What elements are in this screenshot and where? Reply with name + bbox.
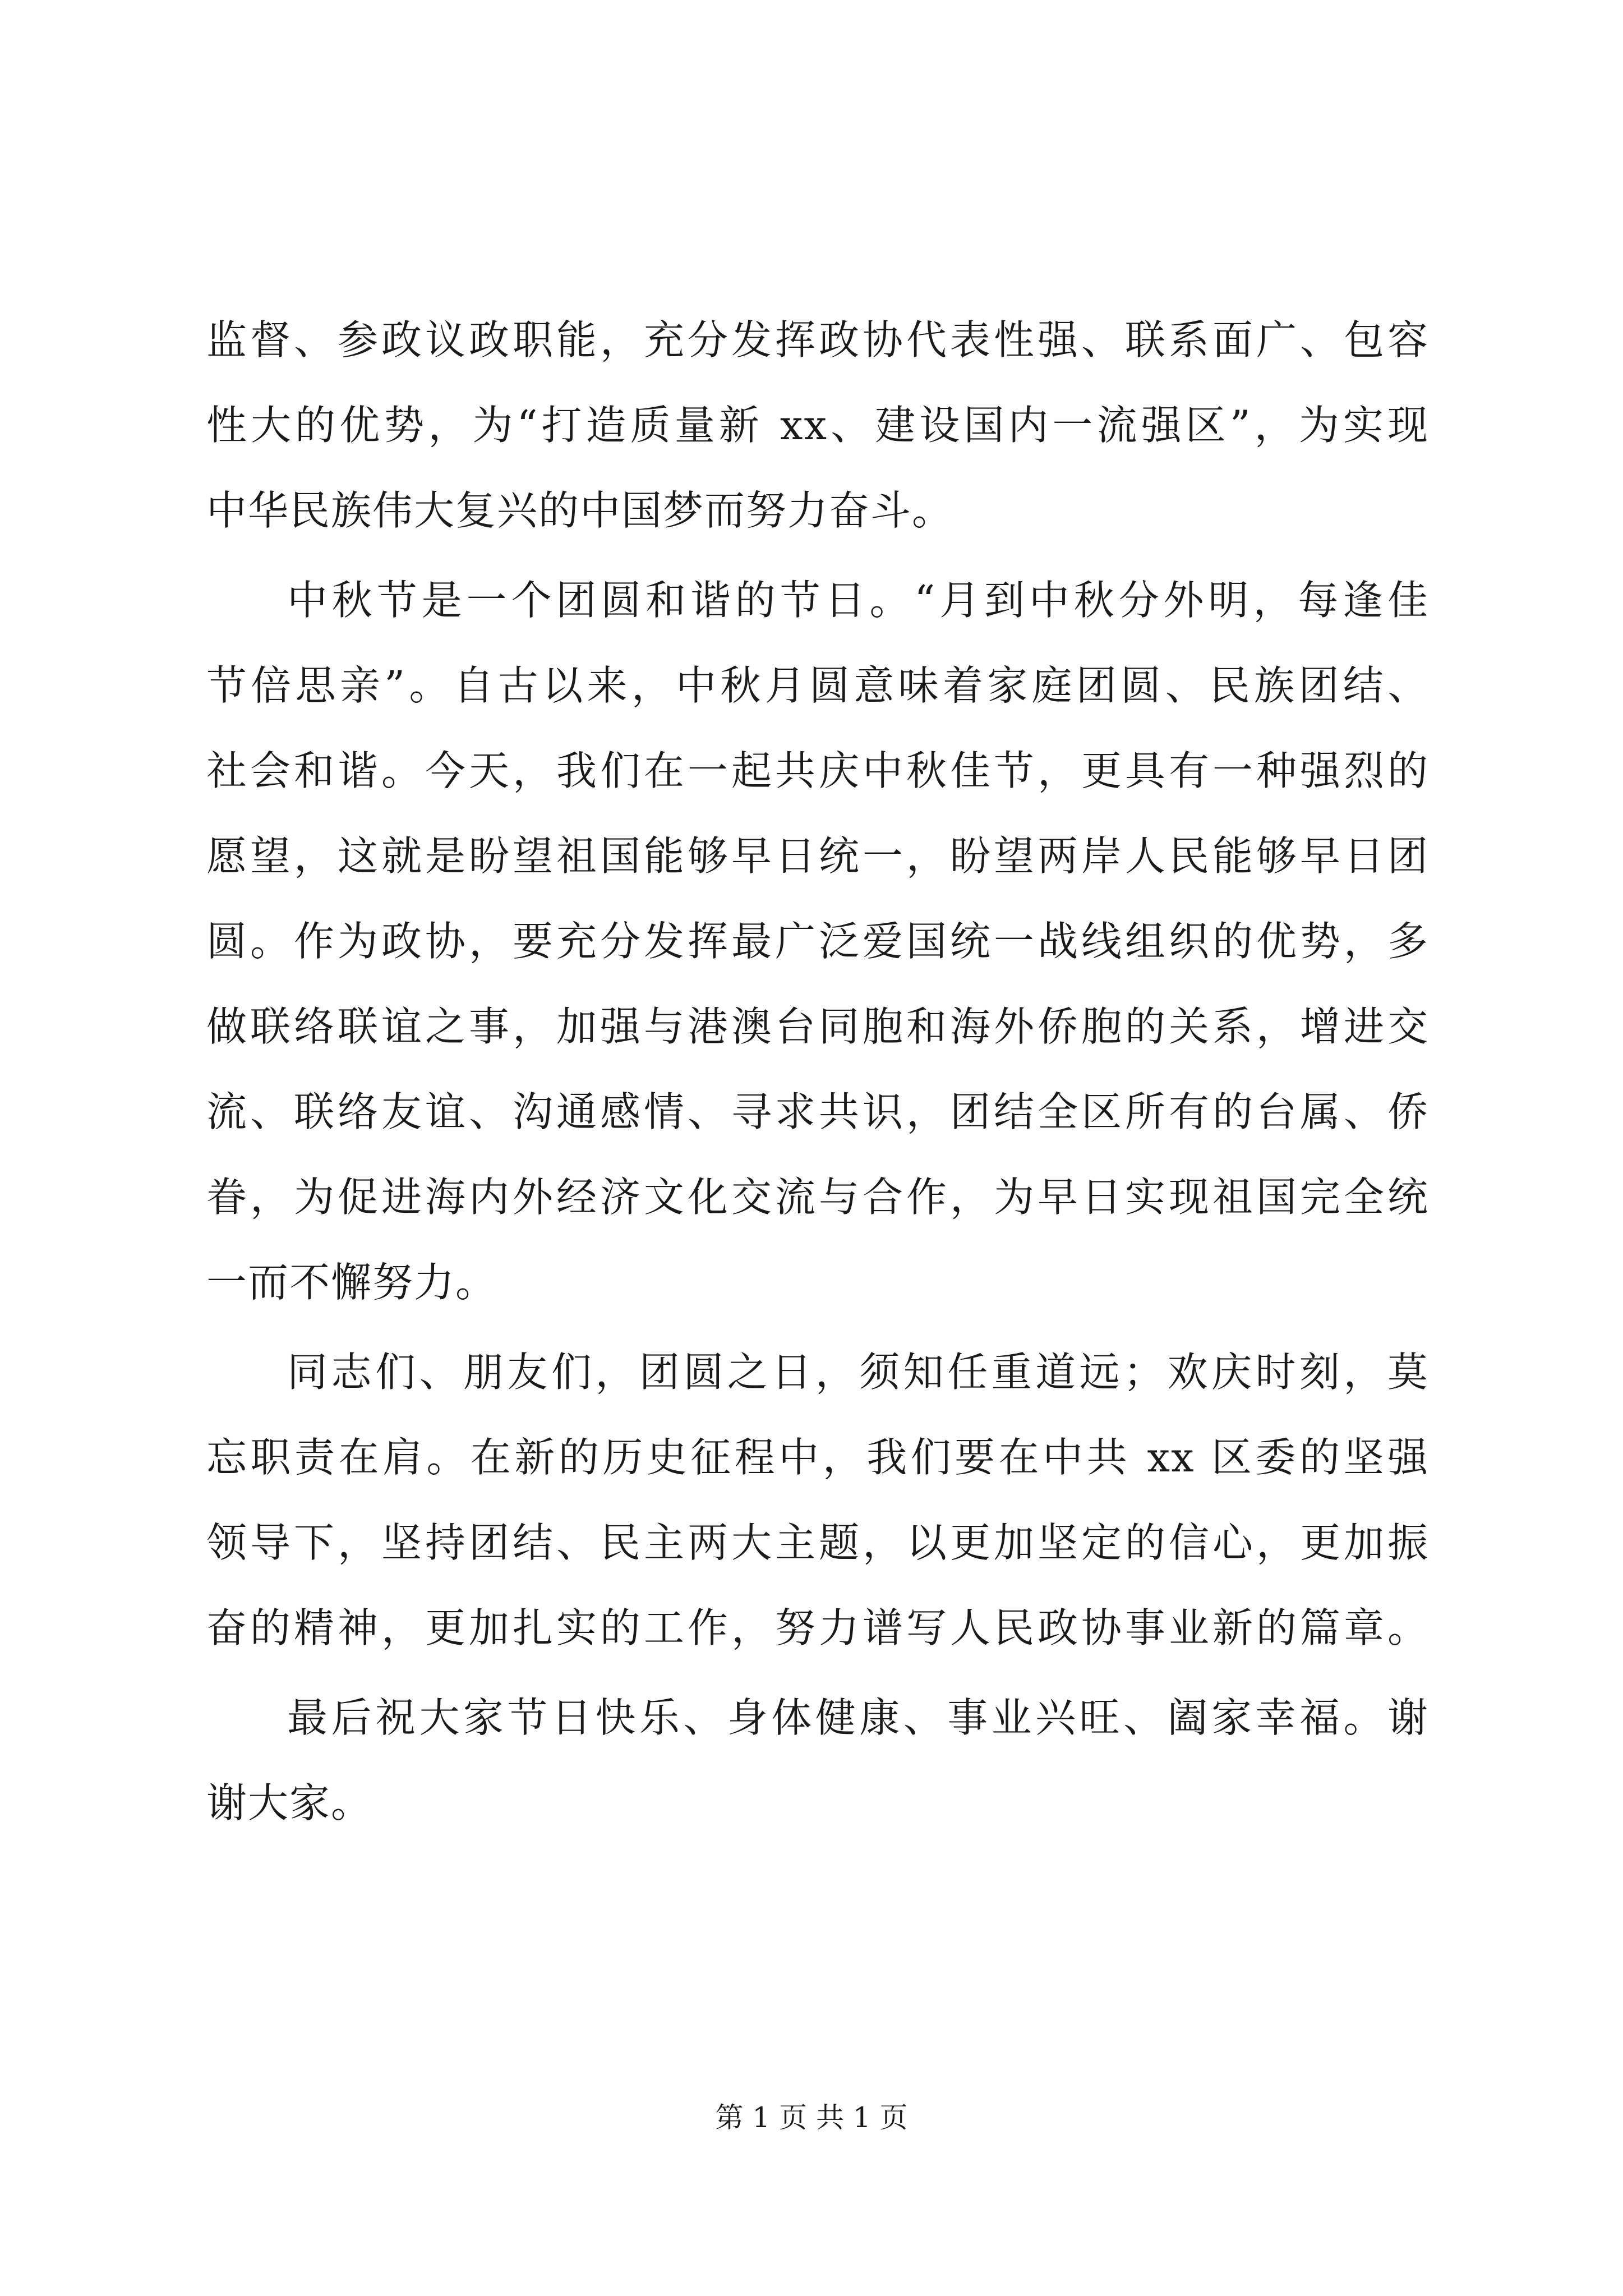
text-line: 谢大家。 (206, 1779, 373, 1826)
text-line: 眷，为促进海内外经济文化交流与合作，为早日实现祖国完全统 (206, 1174, 1429, 1221)
text-line: 节倍思亲”。自古以来，中秋月圆意味着家庭团圆、民族团结、 (206, 662, 1429, 709)
text-line: 中秋节是一个团圆和谐的节日。“月到中秋分外明，每逢佳 (287, 577, 1429, 624)
text-line: 奋的精神，更加扎实的工作，努力谱写人民政协事业新的篇章。 (206, 1604, 1429, 1651)
text-line: 中华民族伟大复兴的中国梦而努力奋斗。 (206, 487, 954, 534)
text-line: 同志们、朋友们，团圆之日，须知任重道远；欢庆时刻，莫 (287, 1349, 1429, 1396)
text-line: 忘职责在肩。在新的历史征程中，我们要在中共 xx 区委的坚强 (206, 1434, 1429, 1481)
text-line: 最后祝大家节日快乐、身体健康、事业兴旺、阖家幸福。谢 (287, 1694, 1429, 1741)
text-line: 一而不懈努力。 (206, 1259, 497, 1306)
text-line: 监督、参政议政职能，充分发挥政协代表性强、联系面广、包容 (206, 316, 1429, 364)
text-line: 圆。作为政协，要充分发挥最广泛爱国统一战线组织的优势，多 (206, 918, 1429, 965)
document-body (206, 297, 1429, 1846)
text-line: 做联络联谊之事，加强与港澳台同胞和海外侨胞的关系，增进交 (206, 1003, 1429, 1050)
text-line: 愿望，这就是盼望祖国能够早日统一，盼望两岸人民能够早日团 (206, 832, 1429, 880)
text-line: 性大的优势，为“打造质量新 xx、建设国内一流强区”，为实现 (206, 402, 1429, 449)
text-line: 社会和谐。今天，我们在一起共庆中秋佳节，更具有一种强烈的 (206, 747, 1429, 794)
text-line: 流、联络友谊、沟通感情、寻求共识，团结全区所有的台属、侨 (206, 1088, 1429, 1135)
text-line: 领导下，坚持团结、民主两大主题，以更加坚定的信心，更加振 (206, 1519, 1429, 1566)
page-number-footer: 第 1 页 共 1 页 (715, 2101, 908, 2134)
